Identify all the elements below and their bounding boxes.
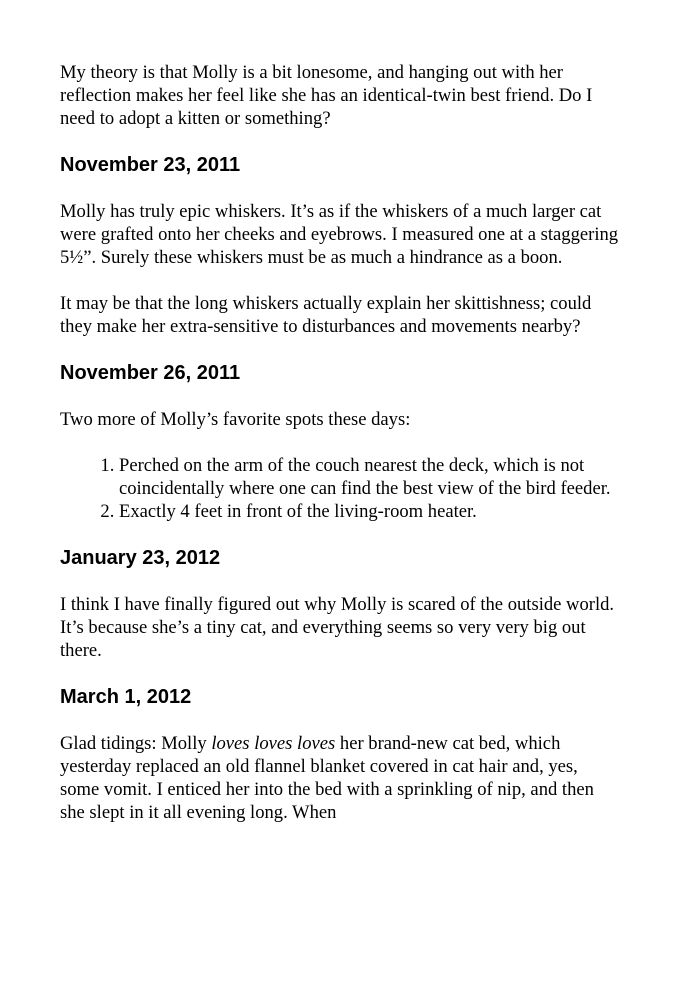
entry-paragraph: Molly has truly epic whiskers. It’s as if the whiskers of a much larger cat were grafted onto her cheeks and eyebrows. I measured one at a staggering 5½”. Surely these whiskers must be as much a hindrance as a boon.: [60, 201, 619, 268]
intro-paragraph: My theory is that Molly is a bit lonesome, and hanging out with her reflection makes her feel like she has an identical-twin best friend. Do I need to adopt a kitten or something?: [60, 62, 593, 129]
paragraph-text: her brand-new cat bed, which yesterday replaced an old flannel blanket covered in cat hair and, yes, some vomit. I enticed her into the bed with a sprinkling of nip, and then she slept in it all evening long. When: [60, 733, 594, 823]
entry-date-heading: January 23, 2012: [60, 547, 221, 569]
favorite-spots-list: [60, 454, 620, 523]
entry-paragraph: [60, 732, 620, 824]
entry-paragraph: It may be that the long whiskers actually explain her skittishness; could they make her extra-sensitive to disturbances and movements nearby?: [60, 293, 592, 337]
entry-paragraph: I think I have finally figured out why Molly is scared of the outside world. It’s because she’s a tiny cat, and everything seems so very very big out there.: [60, 594, 615, 661]
entry-date-heading: March 1, 2012: [60, 686, 192, 708]
entry-date-heading: November 26, 2011: [60, 362, 241, 384]
document-page: [60, 61, 620, 847]
emphasized-text: loves loves loves: [211, 733, 336, 754]
entry-paragraph: Two more of Molly’s favorite spots these days:: [60, 409, 411, 430]
entry-date-heading: November 23, 2011: [60, 154, 241, 176]
list-item: 2. Exactly 4 feet in front of the living-room heater.: [119, 500, 620, 523]
paragraph-text: Glad tidings: Molly: [60, 733, 212, 754]
list-item: 1. Perched on the arm of the couch nearest the deck, which is not coincidentally where one can find the best view of the bird feeder.: [119, 454, 620, 500]
